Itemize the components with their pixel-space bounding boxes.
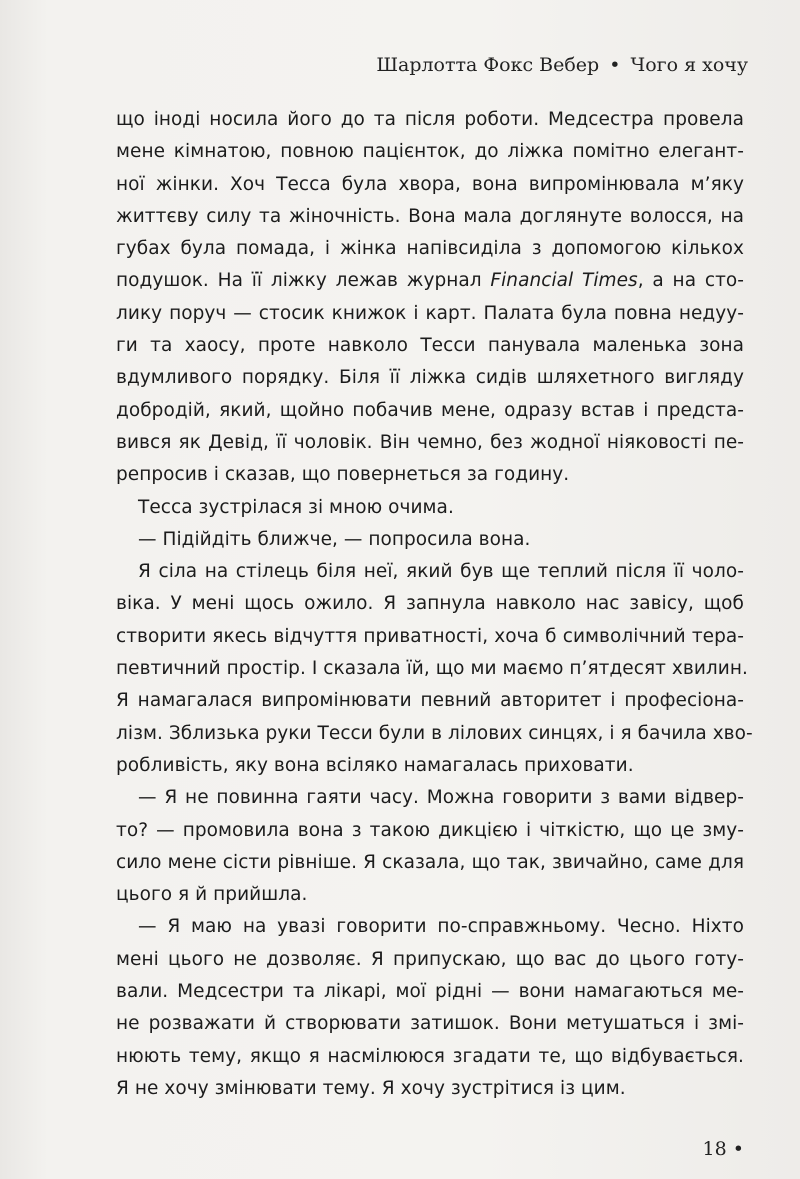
text-line: вали. Медсестри та лікарі, мої рідні — вони намагаються ме- (116, 981, 744, 1003)
text-line: лику поруч — стосик книжок і карт. Палата була повна недуу- (116, 302, 744, 324)
text-fragment: , а на сто- (637, 270, 744, 292)
running-head (376, 54, 748, 76)
text-fragment: подушок. На її ліжку лежав журнал (116, 270, 491, 292)
running-head-title: Чого я хочу (630, 54, 748, 76)
text-line: добродій, який, щойно побачив мене, одразу встав і предста- (116, 399, 744, 421)
text-line: Я сіла на стілець біля неї, який був ще теплий після її чоло- (138, 561, 744, 583)
running-head-author: Шарлотта Фокс Вебер (376, 54, 600, 76)
text-line: не розважати й створювати затишок. Вони метушаться і змі- (116, 1013, 744, 1035)
text-line: вився як Девід, її чоловік. Він чемно, без жодної ніяковості пе- (116, 431, 744, 453)
text-line: — Я не повинна гаяти часу. Можна говорити з вами відвер- (138, 787, 744, 809)
page-number-bullet: • (732, 1138, 744, 1160)
text-line: робливість, яку вона всіляко намагалась приховати. (116, 754, 634, 776)
text-line: Тесса зустрілася зі мною очима. (138, 496, 454, 518)
page-number-value: 18 (702, 1138, 727, 1160)
text-line: — Я маю на увазі говорити по-справжньому. Чесно. Ніхто (138, 916, 744, 938)
text-line-with-italic (116, 265, 744, 297)
text-line: то? — промовила вона з такою дикцією і чіткістю, що це зму- (116, 819, 744, 841)
text-line: що іноді носила його до та після роботи. Медсестра провела (116, 109, 744, 130)
text-line: цього я й прийшла. (116, 884, 308, 906)
text-line: певтичний простір. І сказала їй, що ми маємо п’ятдесят хвилин. (116, 658, 748, 680)
text-line: ги та хаосу, проте навколо Тесси панувала маленька зона (116, 335, 744, 357)
text-line: ної жінки. Хоч Тесса була хвора, вона випромінювала м’яку (116, 173, 744, 195)
text-line: життєву силу та жіночність. Вона мала доглянуте волосся, на (116, 205, 744, 227)
text-line: Я не хочу змінювати тему. Я хочу зустрітися із цим. (116, 1077, 626, 1099)
text-line: нюють тему, якщо я насмілююся згадати те, що відбувається. (116, 1045, 744, 1067)
running-head-separator: • (609, 54, 621, 76)
text-line: створити якесь відчуття приватності, хоча б символічний тера- (116, 625, 744, 647)
italic-phrase: Financial Times (490, 270, 638, 292)
text-line: мене кімнатою, повною пацієнток, до ліжка помітно елегант- (116, 141, 744, 163)
text-line: — Підійдіть ближче, — попросила вона. (138, 528, 531, 550)
text-line: губах була помада, і жінка напівсиділа з допомогою кількох (116, 238, 744, 260)
body-text (116, 104, 753, 1105)
text-line: сило мене сісти рівніше. Я сказала, що так, звичайно, саме для (116, 851, 744, 873)
text-line: вдумливого порядку. Біля її ліжка сидів шляхетного вигляду (116, 367, 744, 389)
text-line: Я намагалася випромінювати певний авторитет і професіона- (116, 690, 744, 712)
text-line: мені цього не дозволяє. Я припускаю, що вас до цього готу- (116, 948, 744, 970)
text-line: репросив і сказав, що повернеться за годину. (116, 464, 570, 486)
text-line: лізм. Зблизька руки Тесси були в лілових синцях, і я бачила хво- (116, 722, 753, 744)
page-number (703, 1138, 744, 1160)
text-line: віка. У мені щось ожило. Я запнула навколо нас завісу, щоб (116, 593, 744, 615)
